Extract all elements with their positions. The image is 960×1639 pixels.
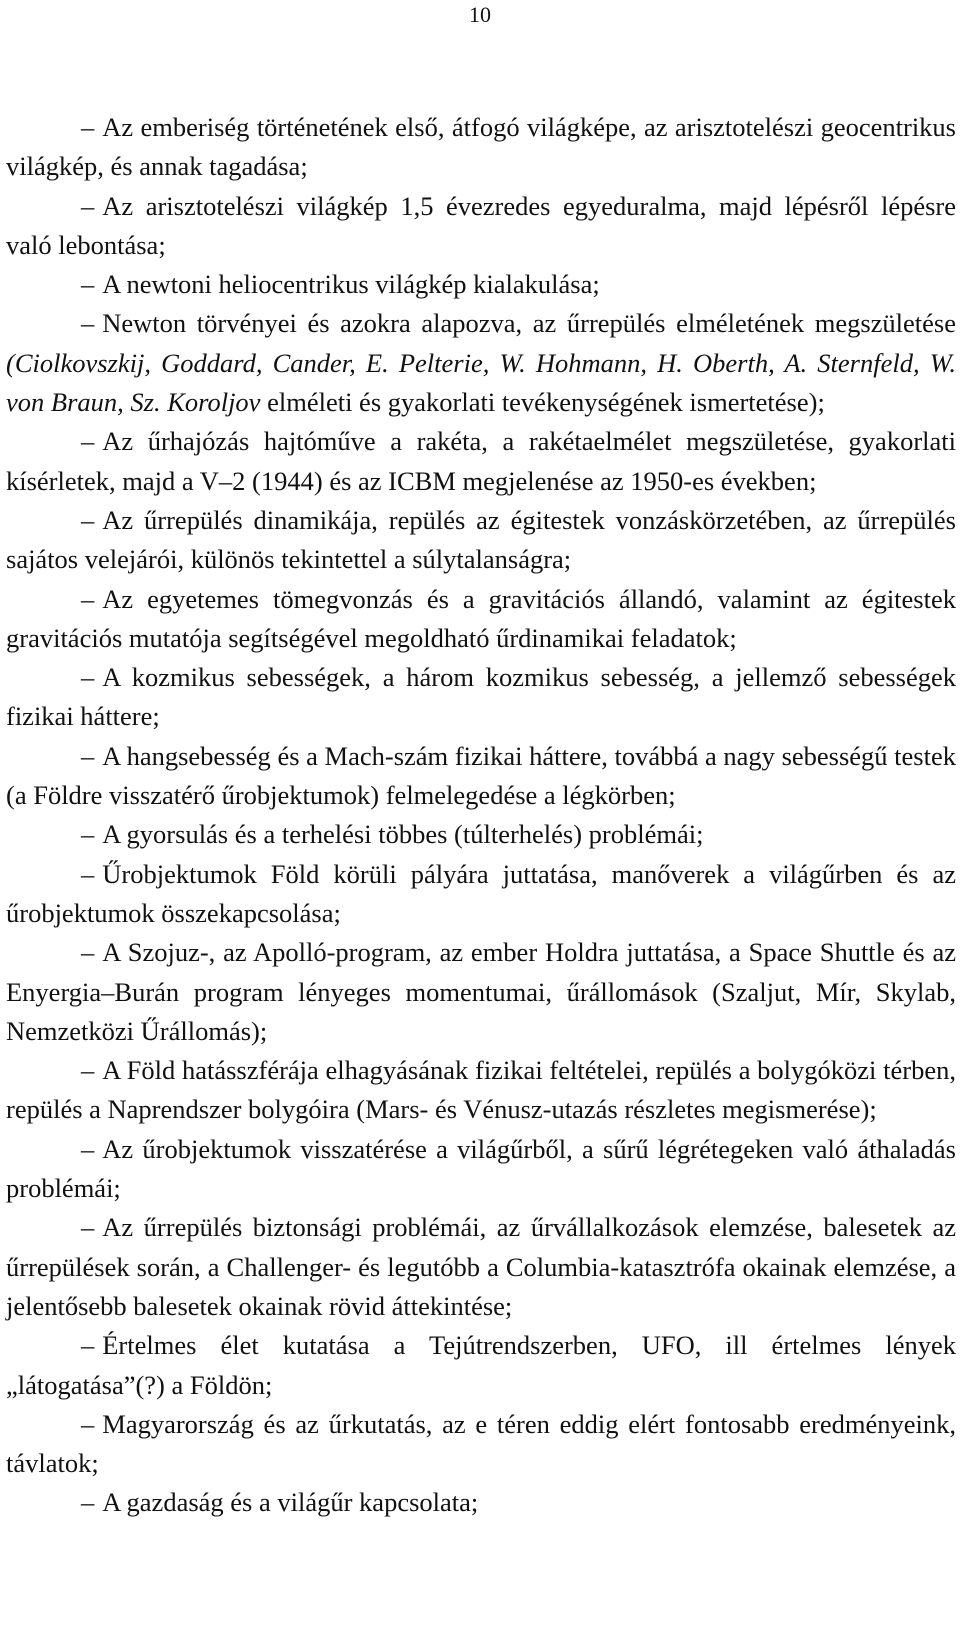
dash-bullet: – [81,1330,95,1361]
item-text: Newton törvényei és azokra alapozva, az űrrepülés elméletének megszületése [102,308,956,339]
list-item [6,1208,956,1326]
dash-bullet: – [81,504,95,535]
item-text: Az űrrepülés biztonsági problémái, az űrvállalkozások elemzése, balesetek az űrrepülések során, a Challenger- és legutóbb a Columbia-katasztrófa okainak elemzése, a jelentősebb balesetek okainak rövid áttekintése; [6,1212,956,1321]
dash-bullet: – [81,1212,95,1243]
dash-bullet: – [81,740,95,771]
item-text: Az emberiség történetének első, átfogó világképe, az arisztotelészi geocentrikus világkép, és annak tagadása; [6,112,956,182]
dash-bullet: – [81,1055,95,1086]
list-item [6,815,956,854]
list-item [6,1405,956,1484]
list-item [6,933,956,1051]
list-item [6,580,956,659]
item-text-italic-names: (Ciolkovszkij, Goddard, Cander, E. Pelterie, W. Hohmann, H. Oberth, A. Sternfeld, W. von Braun, Sz. Koroljov [6,347,956,418]
dash-bullet: – [81,583,95,614]
dash-bullet: – [81,112,95,142]
item-text: Értelmes élet kutatása a Tejútrendszerben, UFO, ill értelmes lények „látogatása”(?) a Földön; [6,1330,956,1400]
item-text: A hangsebesség és a Mach-szám fizikai háttere, továbbá a nagy sebességű testek (a Földre visszatérő űrobjektumok) felmelegedése a légkörben; [6,740,956,811]
item-text: Az egyetemes tömegvonzás és a gravitációs állandó, valamint az égitestek gravitációs mutatója segítségével megoldható űrdinamikai feladatok; [6,583,956,653]
dash-bullet: – [81,269,95,300]
list-item [6,187,956,266]
item-text: Magyarország és az űrkutatás, az e téren eddig elért fontosabb eredményeink, távlatok; [6,1408,956,1479]
item-text: A newtoni heliocentrikus világkép kialakulása; [102,269,600,300]
item-text: A Föld hatásszférája elhagyásának fizikai feltételei, repülés a bolygóközi térben, repülés a Naprendszer bolygóira (Mars- és Vénusz-utazás részletes megismerése); [6,1055,956,1125]
item-text: A kozmikus sebességek, a három kozmikus sebesség, a jellemző sebességek fizikai háttere; [6,662,956,732]
list-item [6,737,956,816]
item-text: Az űrhajózás hajtóműve a rakéta, a rakétaelmélet megszületése, gyakorlati kísérletek, majd a V–2 (1944) és az ICBM megjelenése az 1950-es években; [6,426,956,496]
list-item [6,1051,956,1130]
item-text: Űrobjektumok Föld körüli pályára juttatása, manőverek a világűrben és az űrobjektumok összekapcsolása; [6,858,956,928]
list-item [6,108,956,187]
list-item [6,422,956,501]
dash-bullet: – [81,858,95,889]
item-text: Az arisztotelészi világkép 1,5 évezredes egyeduralma, majd lépésről lépésre való lebontása; [6,190,956,260]
item-text: A gyorsulás és a terhelési többes (túlterhelés) problémái; [102,819,704,850]
list-item [6,501,956,580]
item-text: A Szojuz-, az Apolló-program, az ember Holdra juttatása, a Space Shuttle és az Enyergia–Burán program lényeges momentumai, űrállomások (Szaljut, Mír, Skylab, Nemzetközi Űrállomás); [6,937,956,1046]
dash-bullet: – [81,308,95,339]
list-item [6,1326,956,1405]
dash-bullet: – [81,662,95,693]
list-item [6,1130,956,1209]
dash-bullet: – [81,190,95,221]
list-item [6,265,956,304]
list-item [6,658,956,737]
dash-bullet: – [81,819,95,850]
item-text: A gazdaság és a világűr kapcsolata; [102,1487,479,1518]
item-text-continuation: elméleti és gyakorlati tevékenységének ismertetése); [260,387,825,418]
dash-bullet: – [81,1133,95,1164]
list-item [6,855,956,934]
dash-bullet: – [81,937,95,968]
dash-bullet: – [81,1487,95,1518]
item-text: Az űrobjektumok visszatérése a világűrből, a sűrű légrétegeken való áthaladás problémái; [6,1133,956,1204]
page-number: 10 [469,2,491,27]
list-item [6,304,956,422]
topic-list [6,108,956,1523]
dash-bullet: – [81,1408,95,1439]
item-text: Az űrrepülés dinamikája, repülés az égitestek vonzáskörzetében, az űrrepülés sajátos velejárói, különös tekintettel a súlytalanságra; [6,504,956,575]
list-item [6,1483,956,1522]
dash-bullet: – [81,426,95,457]
